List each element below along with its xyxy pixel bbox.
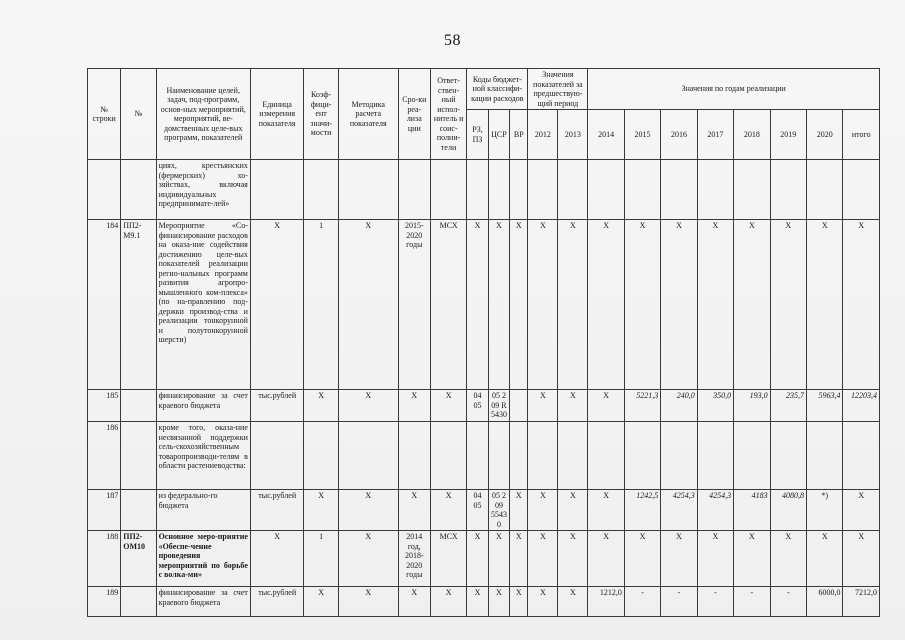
cell-2016: X xyxy=(661,531,697,587)
table-row xyxy=(88,220,880,390)
header-unit: Единица измерения показателя xyxy=(250,69,304,160)
cell-unit: тыс.рублей xyxy=(250,587,304,617)
cell-num xyxy=(121,422,156,490)
cell-row-no: 189 xyxy=(88,587,121,617)
cell-unit: тыс.рублей xyxy=(250,390,304,422)
cell xyxy=(697,160,733,220)
cell xyxy=(121,160,156,220)
table-row xyxy=(88,490,880,531)
cell-2016: 240,0 xyxy=(661,390,697,422)
cell-2016: 4254,3 xyxy=(661,490,697,531)
cell-coef: X xyxy=(304,490,338,531)
cell-2015: X xyxy=(624,531,660,587)
cell xyxy=(338,422,398,490)
header-2015: 2015 xyxy=(624,110,660,160)
cell-2012: X xyxy=(528,587,558,617)
cell-2018: X xyxy=(734,531,770,587)
header-2017: 2017 xyxy=(697,110,733,160)
cell-name: кроме того, оказа-ние несвязанной поддержки сель-скохозяйственным товаропроизводи-телям в области растениеводства: xyxy=(156,422,250,490)
cell-2018: 193,0 xyxy=(734,390,770,422)
table-row xyxy=(88,160,880,220)
cell xyxy=(661,422,697,490)
cell-2018: - xyxy=(734,587,770,617)
cell-2013: X xyxy=(558,587,588,617)
cell-num: ПП2-М9.1 xyxy=(121,220,156,390)
cell-responsible: X xyxy=(430,490,466,531)
cell-total: X xyxy=(843,531,880,587)
cell-total: X xyxy=(843,490,880,531)
table-row xyxy=(88,390,880,422)
cell xyxy=(88,160,121,220)
cell-2014: X xyxy=(588,220,624,390)
cell xyxy=(250,422,304,490)
cell-csr: 05 2 09 55430 xyxy=(488,490,509,531)
cell xyxy=(588,160,624,220)
cell xyxy=(304,160,338,220)
header-csr: ЦСР xyxy=(488,110,509,160)
cell-2014: X xyxy=(588,390,624,422)
cell-2019: 4080,8 xyxy=(770,490,806,531)
header-2014: 2014 xyxy=(588,110,624,160)
cell-name: финансирование за счет краевого бюджета xyxy=(156,390,250,422)
cell-rz: 04 05 xyxy=(467,390,488,422)
cell-2020: 6000,0 xyxy=(807,587,843,617)
header-2020: 2020 xyxy=(807,110,843,160)
cell-terms: X xyxy=(398,390,430,422)
cell-terms: X xyxy=(398,490,430,531)
cell xyxy=(488,422,509,490)
cell xyxy=(558,422,588,490)
cell-2012: X xyxy=(528,220,558,390)
cell-method: X xyxy=(338,587,398,617)
cell-coef: X xyxy=(304,390,338,422)
cell xyxy=(467,160,488,220)
cell xyxy=(488,160,509,220)
cell-method: X xyxy=(338,490,398,531)
cell xyxy=(430,160,466,220)
cell-csr: X xyxy=(488,220,509,390)
cell-2016: - xyxy=(661,587,697,617)
cell-vr: X xyxy=(510,220,528,390)
cell-2015: - xyxy=(624,587,660,617)
cell-row-no: 184 xyxy=(88,220,121,390)
header-coef: Коэф-фици-ент значи-мости xyxy=(304,69,338,160)
cell-num xyxy=(121,587,156,617)
cell-rz: X xyxy=(467,220,488,390)
cell-2015: 5221,3 xyxy=(624,390,660,422)
cell-terms: 2014 год, 2018-2020 годы xyxy=(398,531,430,587)
cell-rz: 04 05 xyxy=(467,490,488,531)
cell-2017: X xyxy=(697,531,733,587)
cell xyxy=(528,160,558,220)
cell xyxy=(697,422,733,490)
cell-csr: 05 2 09 R 5430 xyxy=(488,390,509,422)
cell-coef: X xyxy=(304,587,338,617)
cell-num xyxy=(121,490,156,531)
program-table xyxy=(87,68,880,617)
cell-coef: 1 xyxy=(304,220,338,390)
cell-2014: X xyxy=(588,531,624,587)
header-responsible: Ответ-ствен-ный испол-нитель и соис-полни-тели xyxy=(430,69,466,160)
cell-2018: 4183 xyxy=(734,490,770,531)
cell-2019: X xyxy=(770,220,806,390)
table-row xyxy=(88,422,880,490)
cell xyxy=(807,422,843,490)
header-2016: 2016 xyxy=(661,110,697,160)
cell xyxy=(430,422,466,490)
cell-2013: X xyxy=(558,220,588,390)
cell-responsible: МСХ xyxy=(430,220,466,390)
cell-2014: X xyxy=(588,490,624,531)
cell-csr: X xyxy=(488,531,509,587)
cell-name: циях, крестьянских (фермерских) хо-зяйствах, включая индивидуальных предпринимате-лей» xyxy=(156,160,250,220)
cell-2017: - xyxy=(697,587,733,617)
header-rz: РЗ, ПЗ xyxy=(467,110,488,160)
cell-2020: X xyxy=(807,220,843,390)
cell xyxy=(398,160,430,220)
cell xyxy=(250,160,304,220)
cell xyxy=(588,422,624,490)
table-row xyxy=(88,531,880,587)
cell-2018: X xyxy=(734,220,770,390)
cell-name: из федерально-го бюджета xyxy=(156,490,250,531)
cell xyxy=(807,160,843,220)
cell xyxy=(661,160,697,220)
header-years: Значения по годам реализации xyxy=(588,69,880,110)
cell-name: Мероприятие «Со-финансирование расходов на оказа-ние содействия достижению целе-вых показателей реализации регио-нальных программ развития агропро-мышленного ком-плекса» (по на-правлению под-держки производ-ства и реализации тонкорунной и полутонкорунной шерсти) xyxy=(156,220,250,390)
page-number: 58 xyxy=(444,32,461,49)
cell-vr: X xyxy=(510,490,528,531)
cell-2015: X xyxy=(624,220,660,390)
cell-num xyxy=(121,390,156,422)
cell-2016: X xyxy=(661,220,697,390)
table-row xyxy=(88,587,880,617)
header-vr: ВР xyxy=(510,110,528,160)
cell-responsible: X xyxy=(430,390,466,422)
cell-2020: X xyxy=(807,531,843,587)
cell-coef: 1 xyxy=(304,531,338,587)
cell-2020: 5963,4 xyxy=(807,390,843,422)
cell xyxy=(304,422,338,490)
cell xyxy=(624,422,660,490)
cell-total: 12203,4 xyxy=(843,390,880,422)
header-terms: Сро-ки реа-лиза ции xyxy=(398,69,430,160)
cell-name: Основное меро-приятие «Обеспе-чение проведения мероприятий по борьбе с волка-ми» xyxy=(156,531,250,587)
cell-row-no: 187 xyxy=(88,490,121,531)
cell xyxy=(624,160,660,220)
cell-method: X xyxy=(338,531,398,587)
cell-csr: X xyxy=(488,587,509,617)
cell-2013: X xyxy=(558,490,588,531)
cell-2014: 1212,0 xyxy=(588,587,624,617)
cell-2013: X xyxy=(558,531,588,587)
cell-unit: X xyxy=(250,220,304,390)
header-name: Наименование целей, задач, под-программ, основ-ных мероприятий, мероприятий, ве-домственных целе-вых программ, показателей xyxy=(156,69,250,160)
cell-2013: X xyxy=(558,390,588,422)
cell-2017: 350,0 xyxy=(697,390,733,422)
cell xyxy=(558,160,588,220)
cell-unit: тыс.рублей xyxy=(250,490,304,531)
cell-vr: X xyxy=(510,531,528,587)
cell-2012: X xyxy=(528,531,558,587)
header-total: итого xyxy=(843,110,880,160)
cell-2019: 235,7 xyxy=(770,390,806,422)
cell xyxy=(398,422,430,490)
header-2013: 2013 xyxy=(558,110,588,160)
header-prev-period: Значения показателей за предшествую-щий период xyxy=(528,69,588,110)
cell-name: финансирование за счет краевого бюджета xyxy=(156,587,250,617)
cell xyxy=(734,422,770,490)
cell-2019: - xyxy=(770,587,806,617)
cell-num: ПП2-ОМ10 xyxy=(121,531,156,587)
cell xyxy=(338,160,398,220)
cell-rz: X xyxy=(467,531,488,587)
cell xyxy=(770,160,806,220)
header-num: № xyxy=(121,69,156,160)
cell-row-no: 186 xyxy=(88,422,121,490)
cell-total: 7212,0 xyxy=(843,587,880,617)
cell-unit: X xyxy=(250,531,304,587)
cell-terms: X xyxy=(398,587,430,617)
cell xyxy=(510,160,528,220)
header-row-no: № строки xyxy=(88,69,121,160)
cell-method: X xyxy=(338,220,398,390)
cell-method: X xyxy=(338,390,398,422)
header-2012: 2012 xyxy=(528,110,558,160)
cell xyxy=(843,160,880,220)
cell-terms: 2015-2020 годы xyxy=(398,220,430,390)
header-method: Методика расчета показателя xyxy=(338,69,398,160)
header-2018: 2018 xyxy=(734,110,770,160)
header-2019: 2019 xyxy=(770,110,806,160)
cell-vr: X xyxy=(510,587,528,617)
cell xyxy=(528,422,558,490)
header-codes: Коды бюджет-ной классифи-кации расходов xyxy=(467,69,528,110)
cell-2017: 4254,3 xyxy=(697,490,733,531)
cell xyxy=(467,422,488,490)
cell xyxy=(770,422,806,490)
cell-rz: X xyxy=(467,587,488,617)
cell xyxy=(510,422,528,490)
cell-vr xyxy=(510,390,528,422)
cell-row-no: 188 xyxy=(88,531,121,587)
cell-2012: X xyxy=(528,490,558,531)
cell-total: X xyxy=(843,220,880,390)
cell-2015: 1242,5 xyxy=(624,490,660,531)
cell-responsible: X xyxy=(430,587,466,617)
cell xyxy=(843,422,880,490)
cell-2019: X xyxy=(770,531,806,587)
cell-responsible: МСХ xyxy=(430,531,466,587)
cell xyxy=(734,160,770,220)
cell-2020: *) xyxy=(807,490,843,531)
cell-2017: X xyxy=(697,220,733,390)
cell-row-no: 185 xyxy=(88,390,121,422)
cell-2012: X xyxy=(528,390,558,422)
